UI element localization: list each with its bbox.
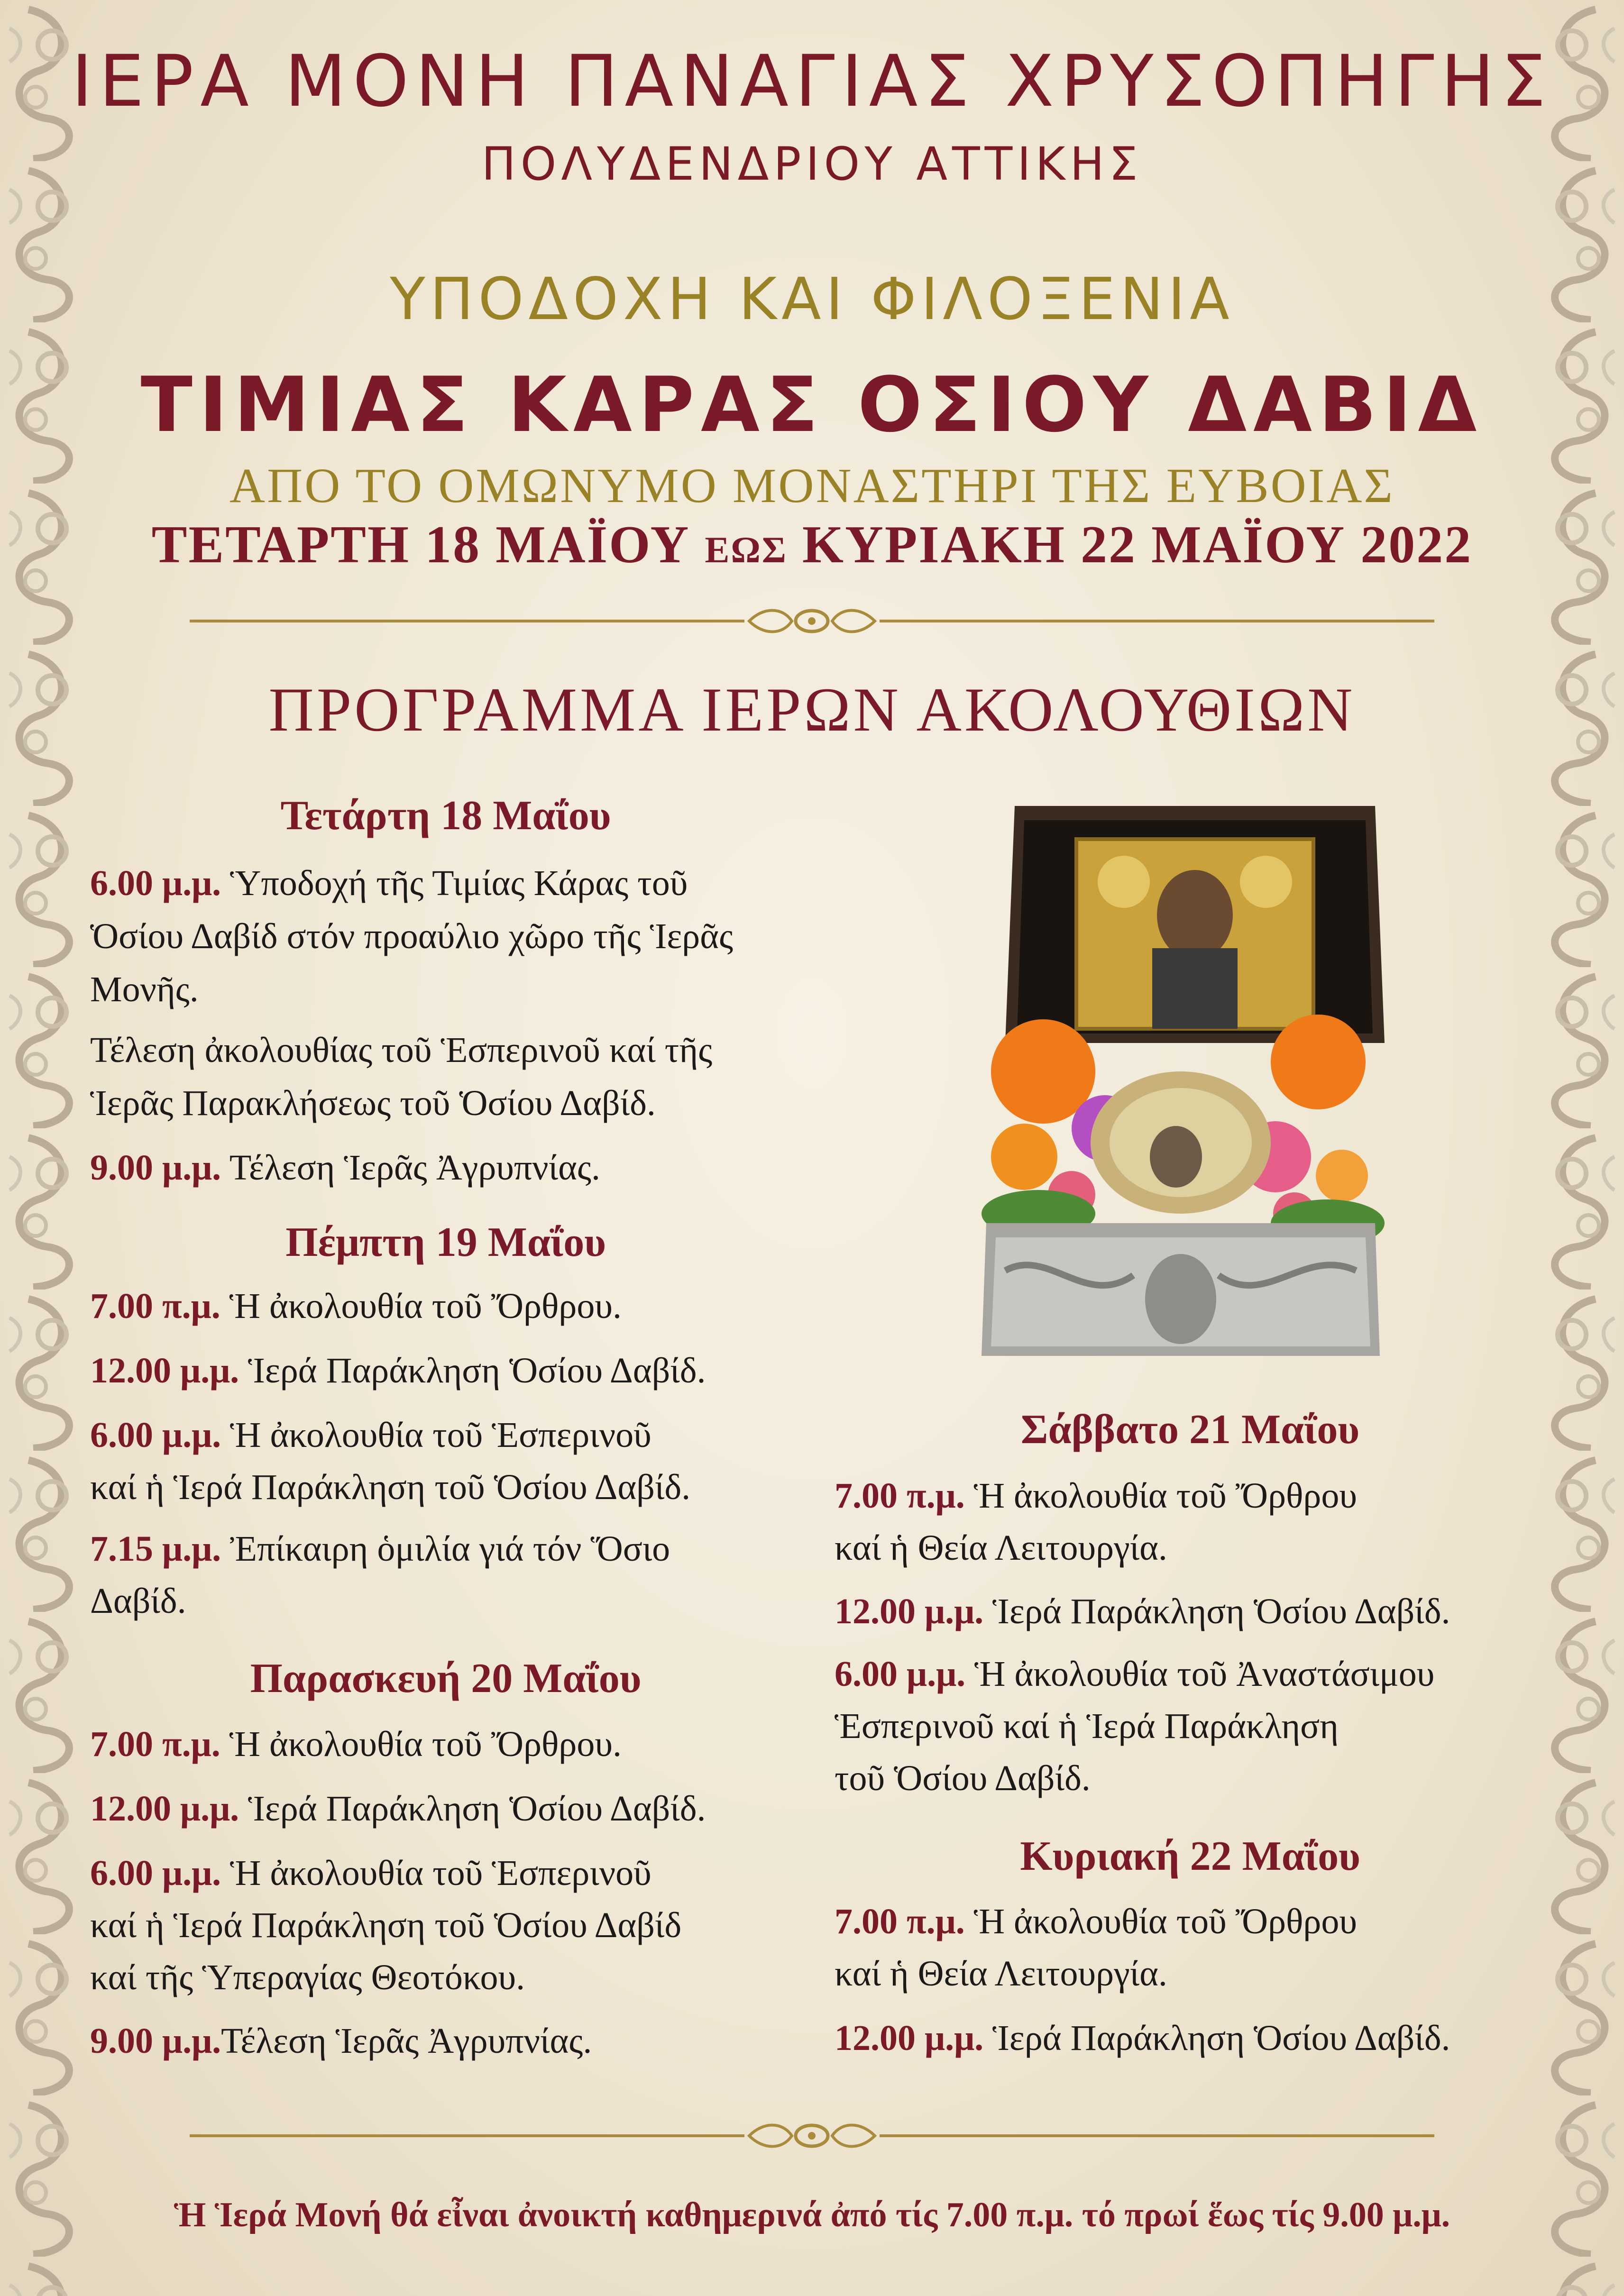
event-time: 12.00 μ.μ.: [90, 1789, 239, 1829]
event-text: Ὑποδοχή τῆς Τιμίας Κάρας τοῦ: [230, 863, 688, 903]
schedule-line: [90, 1724, 622, 1765]
date-separator: ΕΩΣ: [705, 529, 788, 570]
schedule-line: [90, 1350, 706, 1391]
schedule-line: Ἱερᾶς Παρακλήσεως τοῦ Ὁσίου Δαβίδ.: [90, 1083, 656, 1123]
event-text: Τέλεση Ἱερᾶς Ἀγρυπνίας.: [229, 1148, 601, 1188]
event-time: 7.00 π.μ.: [90, 1724, 220, 1764]
bottom-divider-ornament: [190, 2117, 1434, 2155]
event-text: Τέλεση Ἱερᾶς Ἀγρυπνίας.: [221, 2021, 592, 2061]
schedule-line: Τέλεση ἀκολουθίας τοῦ Ἑσπερινοῦ καί τῆς: [90, 1030, 713, 1070]
event-time: 7.00 π.μ.: [835, 1476, 965, 1516]
event-time: 12.00 μ.μ.: [90, 1351, 239, 1390]
event-text: Ἱερά Παράκληση Ὁσίου Δαβίδ.: [248, 1351, 706, 1390]
right-scroll-ornament: [1529, 0, 1624, 2296]
monastery-location: ΠΟΛΥΔΕΝΔΡΙΟΥ ΑΤΤΙΚΗΣ: [481, 137, 1143, 191]
event-time: 6.00 μ.μ.: [90, 1415, 221, 1455]
opening-hours-note: Ἡ Ἱερά Μονή θά εἶναι ἀνοικτή καθημερινά ἀπό τίς 7.00 π.μ. τό πρωί ἕως τίς 9.00 μ.μ.: [174, 2195, 1450, 2234]
right-ornamental-border: [1529, 0, 1624, 2296]
event-text: Ἡ ἀκολουθία τοῦ Ἑσπερινοῦ: [230, 1853, 651, 1893]
event-text: Ἱερά Παράκληση Ὁσίου Δαβίδ.: [248, 1789, 706, 1829]
schedule-line: [835, 1901, 1357, 1942]
schedule-line: [90, 863, 688, 904]
day-heading-saturday: Σάββατο 21 Μαΐου: [1020, 1407, 1360, 1453]
event-text: Ἡ ἀκολουθία τοῦ Ὄρθρου: [973, 1902, 1357, 1941]
event-time: 6.00 μ.μ.: [835, 1654, 966, 1694]
event-text: Ἐπίκαιρη ὁμιλία γιά τόν Ὅσιο: [230, 1529, 670, 1569]
schedule-line: [90, 2021, 592, 2062]
event-time: 6.00 μ.μ.: [90, 1853, 221, 1893]
schedule-line: [835, 1475, 1357, 1517]
left-scroll-ornament: [0, 0, 95, 2296]
event-time: 7.00 π.μ.: [90, 1286, 220, 1326]
origin-line: ΑΠΟ ΤΟ ΟΜΩΝΥΜΟ ΜΟΝΑΣΤΗΡΙ ΤΗΣ ΕΥΒΟΙΑΣ: [229, 458, 1395, 513]
schedule-line: καί ἡ Ἱερά Παράκληση τοῦ Ὁσίου Δαβίδ.: [90, 1467, 691, 1507]
schedule-line: [90, 1528, 670, 1570]
schedule-line: καί τῆς Ὑπεραγίας Θεοτόκου.: [90, 1958, 525, 1997]
schedule-line: [835, 1654, 1434, 1695]
event-time: 12.00 μ.μ.: [835, 1592, 984, 1631]
event-time: 9.00 μ.μ.: [90, 2021, 221, 2061]
schedule-line: [90, 1286, 622, 1327]
day-heading-friday: Παρασκευή 20 Μαΐου: [250, 1656, 642, 1701]
date-range: [0, 514, 1624, 576]
schedule-line: Ὁσίου Δαβίδ στόν προαύλιο χῶρο τῆς Ἱερᾶς: [90, 916, 734, 956]
event-text: Ἱερά Παράκληση Ὁσίου Δαβίδ.: [992, 2018, 1450, 2058]
relic-reliquary-photo: [953, 796, 1408, 1365]
schedule-line: τοῦ Ὁσίου Δαβίδ.: [835, 1758, 1091, 1798]
schedule-line: Ἑσπερινοῦ καί ἡ Ἱερά Παράκληση: [835, 1706, 1339, 1746]
event-text: Ἡ ἀκολουθία τοῦ Ὄρθρου.: [229, 1286, 622, 1326]
schedule-line: Μονῆς.: [90, 970, 199, 1009]
top-divider-ornament: [190, 602, 1434, 640]
schedule-line: καί ἡ Ἱερά Παράκληση τοῦ Ὁσίου Δαβίδ: [90, 1905, 682, 1945]
event-time: 7.15 μ.μ.: [90, 1529, 221, 1569]
event-time: 12.00 μ.μ.: [835, 2018, 984, 2058]
day-heading-thursday: Πέμπτη 19 Μαΐου: [285, 1219, 606, 1265]
left-ornamental-border: [0, 0, 95, 2296]
date-end: ΚΥΡΙΑΚΗ 22 ΜΑΪΟΥ 2022: [802, 515, 1473, 574]
program-title: ΠΡΟΓΡΑΜΜΑ ΙΕΡΩΝ ΑΚΟΛΟΥΘΙΩΝ: [268, 675, 1356, 744]
day-heading-sunday: Κυριακή 22 Μαΐου: [1020, 1833, 1360, 1879]
schedule-line: καί ἡ Θεία Λειτουργία.: [835, 1954, 1167, 1994]
schedule-line: Δαβίδ.: [90, 1581, 186, 1621]
schedule-line: [90, 1788, 706, 1829]
event-time: 9.00 μ.μ.: [90, 1148, 221, 1188]
schedule-line: [90, 1147, 600, 1189]
welcome-heading: ΥΠΟΔΟΧΗ ΚΑΙ ΦΙΛΟΞΕΝΙΑ: [390, 265, 1234, 333]
event-text: Ἡ ἀκολουθία τοῦ Ὄρθρου.: [229, 1724, 622, 1764]
monastery-title: ΙΕΡΑ ΜΟΝΗ ΠΑΝΑΓΙΑΣ ΧΡΥΣΟΠΗΓΗΣ: [71, 40, 1553, 123]
event-text: Ἡ ἀκολουθία τοῦ Ἑσπερινοῦ: [230, 1415, 651, 1455]
bottom-divider: [190, 2117, 1434, 2155]
event-text: Ἡ ἀκολουθία τοῦ Ἀναστάσιμου: [974, 1654, 1435, 1694]
event-time: 7.00 π.μ.: [835, 1902, 965, 1941]
date-start: ΤΕΤΑΡΤΗ 18 ΜΑΪΟΥ: [151, 515, 690, 574]
event-text: Ἱερά Παράκληση Ὁσίου Δαβίδ.: [992, 1592, 1450, 1631]
schedule-line: [835, 1591, 1450, 1632]
day-heading-wednesday: Τετάρτη 18 Μαΐου: [280, 793, 611, 839]
schedule-line: [835, 2018, 1450, 2059]
reliquary-illustration: [953, 796, 1408, 1365]
schedule-line: καί ἡ Θεία Λειτουργία.: [835, 1528, 1167, 1568]
relic-heading: ΤΙΜΙΑΣ ΚΑΡΑΣ ΟΣΙΟΥ ΔΑΒΙΔ: [140, 360, 1484, 449]
event-text: Ἡ ἀκολουθία τοῦ Ὄρθρου: [973, 1476, 1357, 1516]
schedule-line: [90, 1853, 651, 1894]
event-time: 6.00 μ.μ.: [90, 863, 221, 903]
top-divider: [190, 602, 1434, 640]
schedule-line: [90, 1415, 651, 1456]
